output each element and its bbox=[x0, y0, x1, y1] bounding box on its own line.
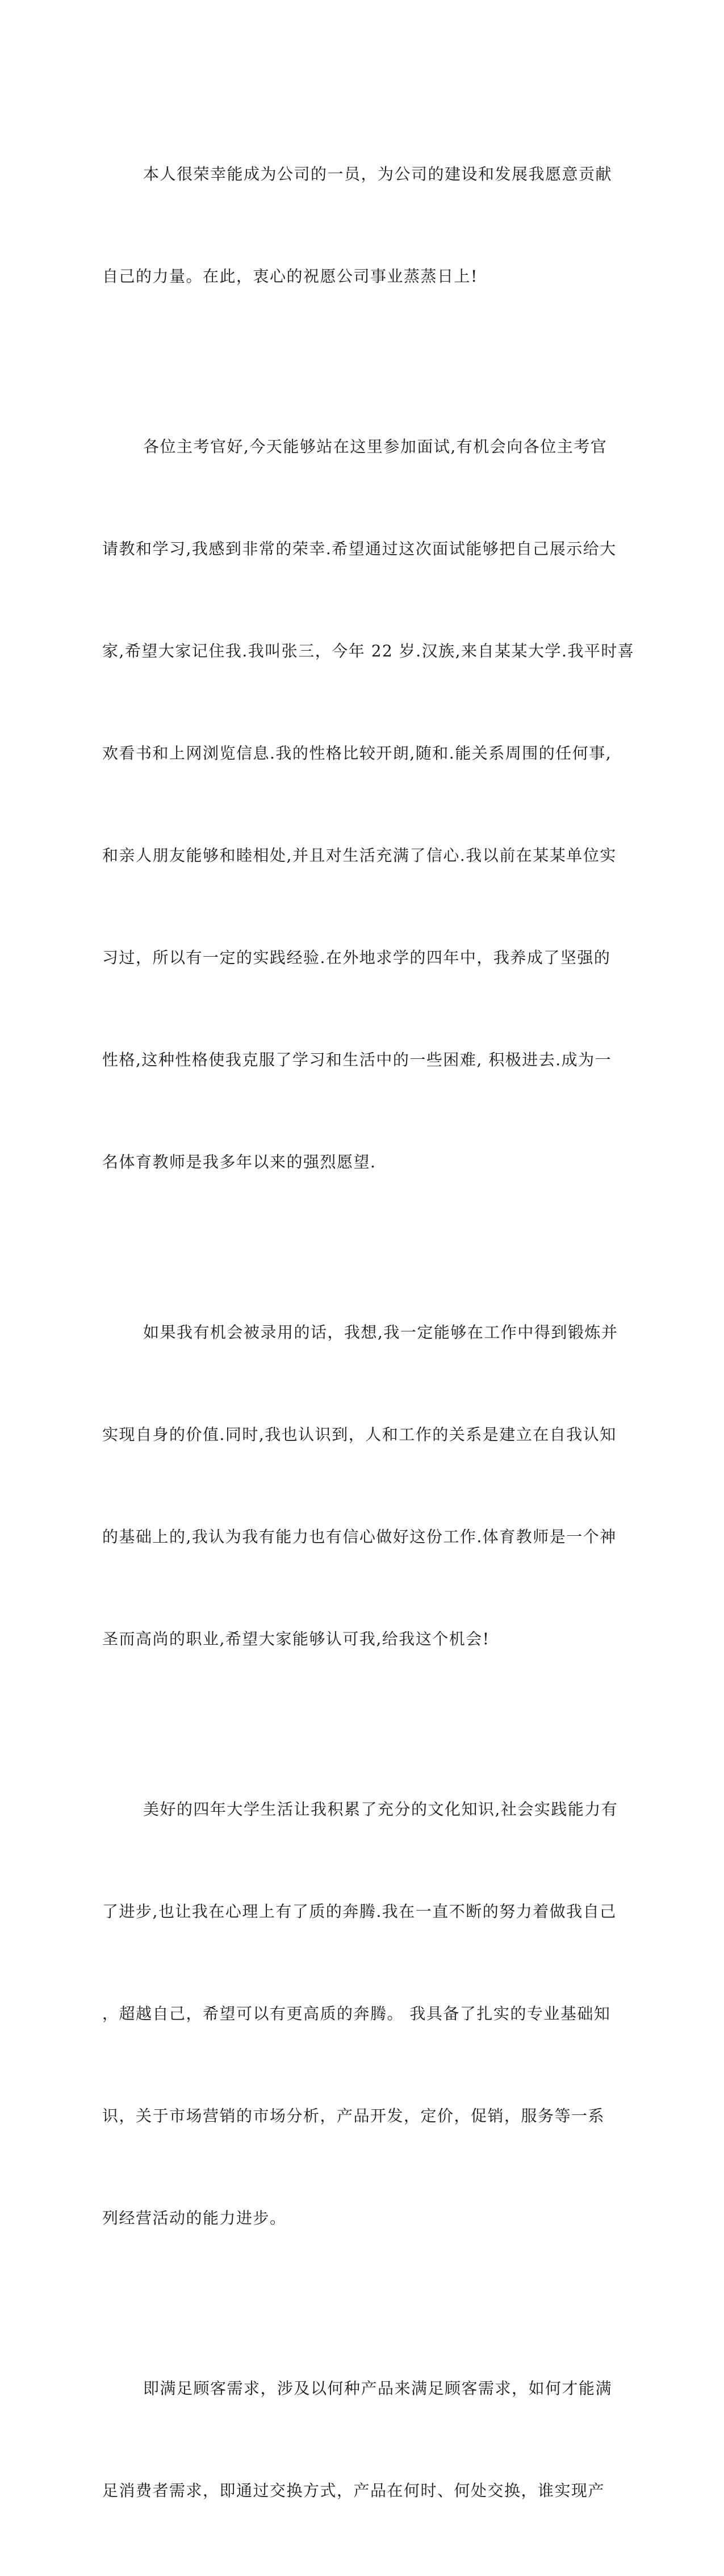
paragraph-line: 欢看书和上网浏览信息.我的性格比较开朗,随和.能关系周围的任何事, bbox=[102, 744, 612, 763]
paragraph-line: ，超越自己，希望可以有更高质的奔腾。 我具备了扎实的专业基础知 bbox=[102, 2004, 611, 2023]
paragraph-line: 请教和学习,我感到非常的荣幸.希望通过这次面试能够把自己展示给大 bbox=[102, 539, 617, 558]
paragraph-line: 实现自身的价值.同时,我也认识到，人和工作的关系是建立在自我认知 bbox=[102, 1425, 617, 1444]
paragraph-line: 识，关于市场营销的市场分析，产品开发，定价，促销，服务等一系 bbox=[102, 2106, 605, 2125]
paragraph-line: 圣而高尚的职业,希望大家能够认可我,给我这个机会! bbox=[102, 1630, 490, 1648]
paragraph-1 bbox=[102, 89, 613, 362]
paragraph-line: 习过，所以有一定的实践经验.在外地求学的四年中，我养成了坚强的 bbox=[102, 948, 611, 967]
paragraph-2 bbox=[102, 362, 635, 1247]
paragraph-line: 和亲人朋友能够和睦相处,并且对生活充满了信心.我以前在某某单位实 bbox=[102, 846, 617, 865]
paragraph-line: 家,希望大家记住我.我叫张三，今年 22 岁.汉族,来自某某大学.我平时喜 bbox=[102, 642, 635, 660]
paragraph-line: 的基础上的,我认为我有能力也有信心做好这份工作.体育教师是一个神 bbox=[102, 1527, 617, 1546]
document-body bbox=[102, 89, 635, 2576]
paragraph-3 bbox=[102, 1247, 618, 1724]
paragraph-line: 即满足顾客需求，涉及以何种产品来满足顾客需求，如何才能满 bbox=[143, 2379, 613, 2398]
paragraph-line: 本人很荣幸能成为公司的一员，为公司的建设和发展我愿意贡献 bbox=[143, 165, 613, 183]
paragraph-4 bbox=[102, 1724, 618, 2303]
paragraph-line: 了进步,也让我在心理上有了质的奔腾.我在一直不断的努力着做我自己 bbox=[102, 1902, 617, 1921]
paragraph-5 bbox=[102, 2303, 613, 2576]
paragraph-line: 名体育教师是我多年以来的强烈愿望. bbox=[102, 1153, 376, 1171]
paragraph-line: 足消费者需求，即通过交换方式，产品在何时、何处交换，谁实现产 bbox=[102, 2481, 605, 2500]
paragraph-line: 自己的力量。在此，衷心的祝愿公司事业蒸蒸日上! bbox=[102, 267, 478, 286]
paragraph-line: 如果我有机会被录用的话，我想,我一定能够在工作中得到锻炼并 bbox=[143, 1323, 618, 1342]
paragraph-line: 性格,这种性格使我克服了学习和生活中的一些困难, 积极进去.成为一 bbox=[102, 1050, 612, 1069]
paragraph-line: 各位主考官好,今天能够站在这里参加面试,有机会向各位主考官 bbox=[143, 437, 608, 456]
paragraph-line: 列经营活动的能力进步。 bbox=[102, 2209, 287, 2227]
paragraph-line: 美好的四年大学生活让我积累了充分的文化知识,社会实践能力有 bbox=[143, 1800, 618, 1819]
